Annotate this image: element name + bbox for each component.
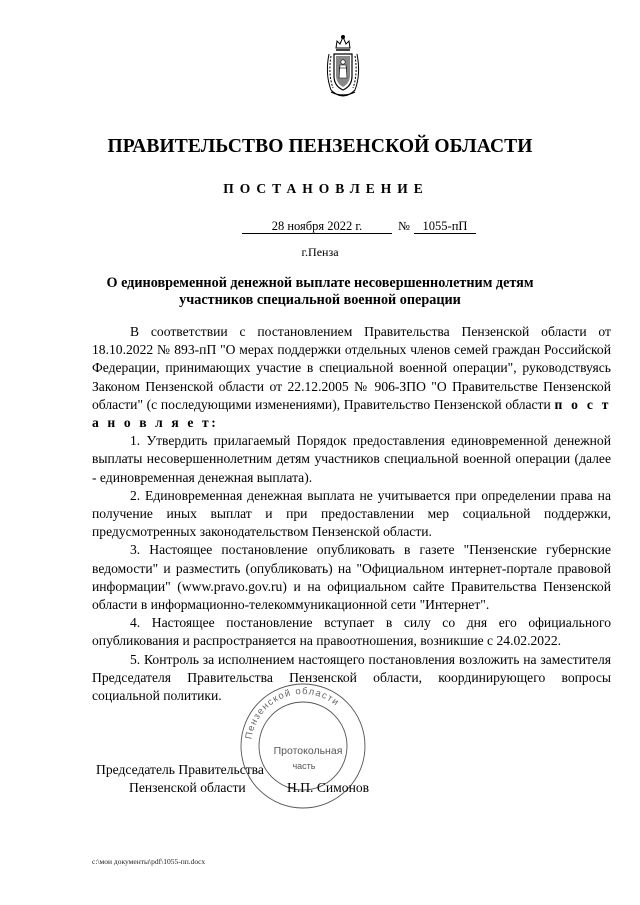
document-subject xyxy=(0,275,640,309)
intro-text: В соответствии с постановлением Правительства Пензенской области от 18.10.2022 № 893-пП "О мерах поддержки отдельных членов семей граждан Российской Федерации, принимающих участие в специальной военной операции", руководствуясь Законом Пензенской области от 22.12.2005 № 906-ЗПО "О Правительстве Пензенской области" (с последующими изменениями), Правительство Пензенской области xyxy=(92,324,611,412)
clause-2: 2. Единовременная денежная выплата не учитывается при определении права на получение иных выплат и при предоставлении мер социальной поддержки, предусмотренных законодательством Пензенской области. xyxy=(92,487,611,540)
document-type-title: ПОСТАНОВЛЕНИЕ xyxy=(223,181,429,196)
intro-paragraph xyxy=(92,323,611,432)
stamp-line-2: часть xyxy=(292,761,316,771)
clause-5: 5. Контроль за исполнением настоящего постановления возложить на заместителя Председателя Правительства Пензенской области, координирующего вопросы социальной политики. xyxy=(92,651,611,704)
clause-3: 3. Настоящее постановление опубликовать в газете "Пензенские губернские ведомости" и разместить (опубликовать) на "Официальном интернет-портале правовой информации" (www.pravo.gov.ru) и на официальном сайте Правительства Пензенской области в информационно-телекоммуникационной сети "Интернет". xyxy=(92,542,611,613)
signatory-title-line-1: Председатель Правительства xyxy=(96,762,264,777)
stamp-line-1: Протокольная xyxy=(273,745,343,757)
file-path-footer: c:\мои документы\pdf\1055-пп.docx xyxy=(92,857,206,866)
signatory-title-line-2: Пензенской области xyxy=(129,780,246,796)
clause-4: 4. Настоящее постановление вступает в силу со дня его официального опубликования и распространяется на правоотношения, возникшие с 24.02.2022. xyxy=(92,615,611,649)
document-city: г.Пенза xyxy=(301,245,339,259)
document-date: 28 ноября 2022 г. xyxy=(242,219,392,234)
coat-of-arms-emblem xyxy=(323,34,363,98)
organization-title: ПРАВИТЕЛЬСТВО ПЕНЗЕНСКОЙ ОБЛАСТИ xyxy=(107,136,533,157)
document-number-label: № xyxy=(398,219,410,233)
resolves-word: п о с т а н о в л я е т: xyxy=(92,396,611,431)
signatory-title xyxy=(96,761,264,797)
stamp-ring-text: Пензенской области xyxy=(243,685,342,741)
clause-1: 1. Утвердить прилагаемый Порядок предоставления единовременной денежной выплаты несовершеннолетним детям участников специальной военной операции (далее - единовременная денежная выплата). xyxy=(92,433,611,485)
subject-line-1: О единовременной денежной выплате несовершеннолетним детям xyxy=(106,275,534,291)
subject-line-2: участников специальной военной операции xyxy=(179,292,461,308)
document-number: 1055-пП xyxy=(414,219,476,234)
document-body xyxy=(92,323,611,705)
signatory-name: Н.П. Симонов xyxy=(287,780,370,795)
